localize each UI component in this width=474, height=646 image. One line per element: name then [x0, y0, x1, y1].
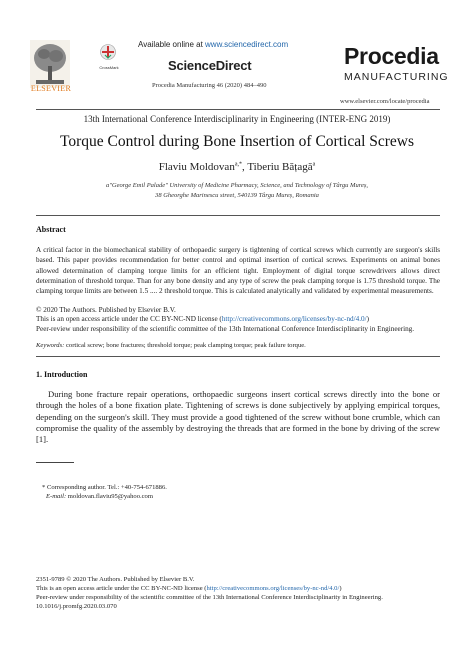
license-suffix: )	[366, 315, 370, 323]
paper-title: Torque Control during Bone Insertion of Cortical Screws	[59, 133, 415, 150]
manufacturing-wordmark: MANUFACTURING	[344, 71, 449, 83]
section-heading: 1. Introduction	[36, 370, 88, 379]
keywords-line	[36, 342, 306, 349]
author-email	[46, 493, 153, 500]
author-separator: ,	[242, 161, 248, 173]
open-access-link[interactable]: http://creativecommons.org/licenses/by-nc-nd/4.0/	[206, 585, 340, 592]
elsevier-tree-logo	[30, 40, 70, 88]
author-list	[0, 161, 474, 173]
journal-reference: Procedia Manufacturing 46 (2020) 484–490	[152, 82, 267, 89]
license-notice	[36, 315, 369, 323]
affiliation-address: 38 Gheorghe Marinescu street, 540139 Târgu Mureș, Romania	[155, 192, 319, 199]
author-affiliation-mark: a,*	[234, 161, 242, 168]
abstract-heading: Abstract	[36, 225, 66, 234]
open-access-suffix: )	[339, 585, 342, 592]
email-label: E-mail:	[46, 493, 67, 500]
affiliation-line: a"George Emil Palade" University of Medicine Pharmacy, Science, and Technology of Târgu Mureș,	[105, 182, 369, 189]
footer-peer-review: Peer-review under responsibility of the scientific committee of the 13th International Conference Interdisciplinarity in Engineering.	[36, 594, 383, 601]
open-access-prefix: This is an open access article under the CC BY-NC-ND license (	[36, 585, 207, 592]
peer-review-notice: Peer-review under responsibility of the scientific committee of the 13th International Conference Interdisciplinarity in Engineering.	[36, 325, 415, 333]
author-name: Flaviu Moldovan	[158, 161, 235, 173]
author-name: Tiberiu Bățagă	[247, 161, 313, 173]
open-access-line	[36, 585, 342, 592]
doi-line[interactable]: 10.1016/j.promfg.2020.03.070	[36, 603, 117, 610]
introduction-text: During bone fracture repair operations, orthopaedic surgeons insert cortical screws directly into the bone or through the holes of a bone fixation plate. Tightening of screws is done subjectively by applying empirical torques, depending on the surgeon's skill. They must provide a good tightened of the screw without bone crumble, which can compromise the quality of the assembly by destroying the threads that are formed in the bone by driving of the screw [1].	[36, 389, 440, 445]
procedia-wordmark: Procedia	[344, 43, 439, 69]
crossmark-icon[interactable]	[100, 44, 116, 64]
author-affiliation-mark: a	[312, 161, 316, 168]
header-divider	[36, 109, 440, 110]
available-online-line	[138, 40, 288, 49]
issn-line: 2351-9789 © 2020 The Authors. Published by Elsevier B.V.	[36, 576, 195, 583]
footnote-divider	[36, 462, 74, 463]
email-address[interactable]: moldovan.flaviu95@yahoo.com	[66, 493, 153, 500]
license-link[interactable]: http://creativecommons.org/licenses/by-nc-nd/4.0/	[221, 315, 367, 323]
keywords-list: cortical screw; bone fractures; threshold torque; peak clamping torque; peak failure torque.	[64, 342, 306, 349]
elsevier-url[interactable]: www.elsevier.com/locate/procedia	[340, 98, 430, 105]
sciencedirect-link[interactable]: www.sciencedirect.com	[205, 40, 289, 49]
corresponding-author-note: * Corresponding author. Tel.: +40-754-671886.	[42, 484, 167, 491]
elsevier-wordmark: ELSEVIER	[30, 84, 72, 93]
conference-name: 13th International Conference Interdisciplinarity in Engineering (INTER-ENG 2019)	[83, 114, 391, 124]
keywords-label: Keywords:	[36, 342, 65, 349]
license-prefix: This is an open access article under the CC BY-NC-ND license (	[36, 315, 222, 323]
available-prefix: Available online at	[138, 40, 206, 49]
abstract-text: A critical factor in the biomechanical stability of orthopaedic surgery is tightening of cortical screws which currently are surgeon's skills based. This paper provides recommendation for better control and optimal insertion of cortical screws. Experiments on animal bones allowed determination of clamping torque limits for an efficient tight. Employment of digital torque screwdrivers allows direct determination of threshold torque. Than for any bone density and any type of screw the peak clamping torque is 1.75 threshold torque. The clamping torque limits are between 1.5 .... 2 threshold torque. This is calculated analytically and validated by experimental measurements.	[36, 246, 440, 296]
sciencedirect-wordmark: ScienceDirect	[168, 58, 252, 73]
crossmark-label: CrossMark	[99, 65, 119, 70]
abstract-divider	[36, 215, 440, 216]
introduction-divider	[36, 356, 440, 357]
copyright-notice: © 2020 The Authors. Published by Elsevier B.V.	[36, 306, 176, 314]
